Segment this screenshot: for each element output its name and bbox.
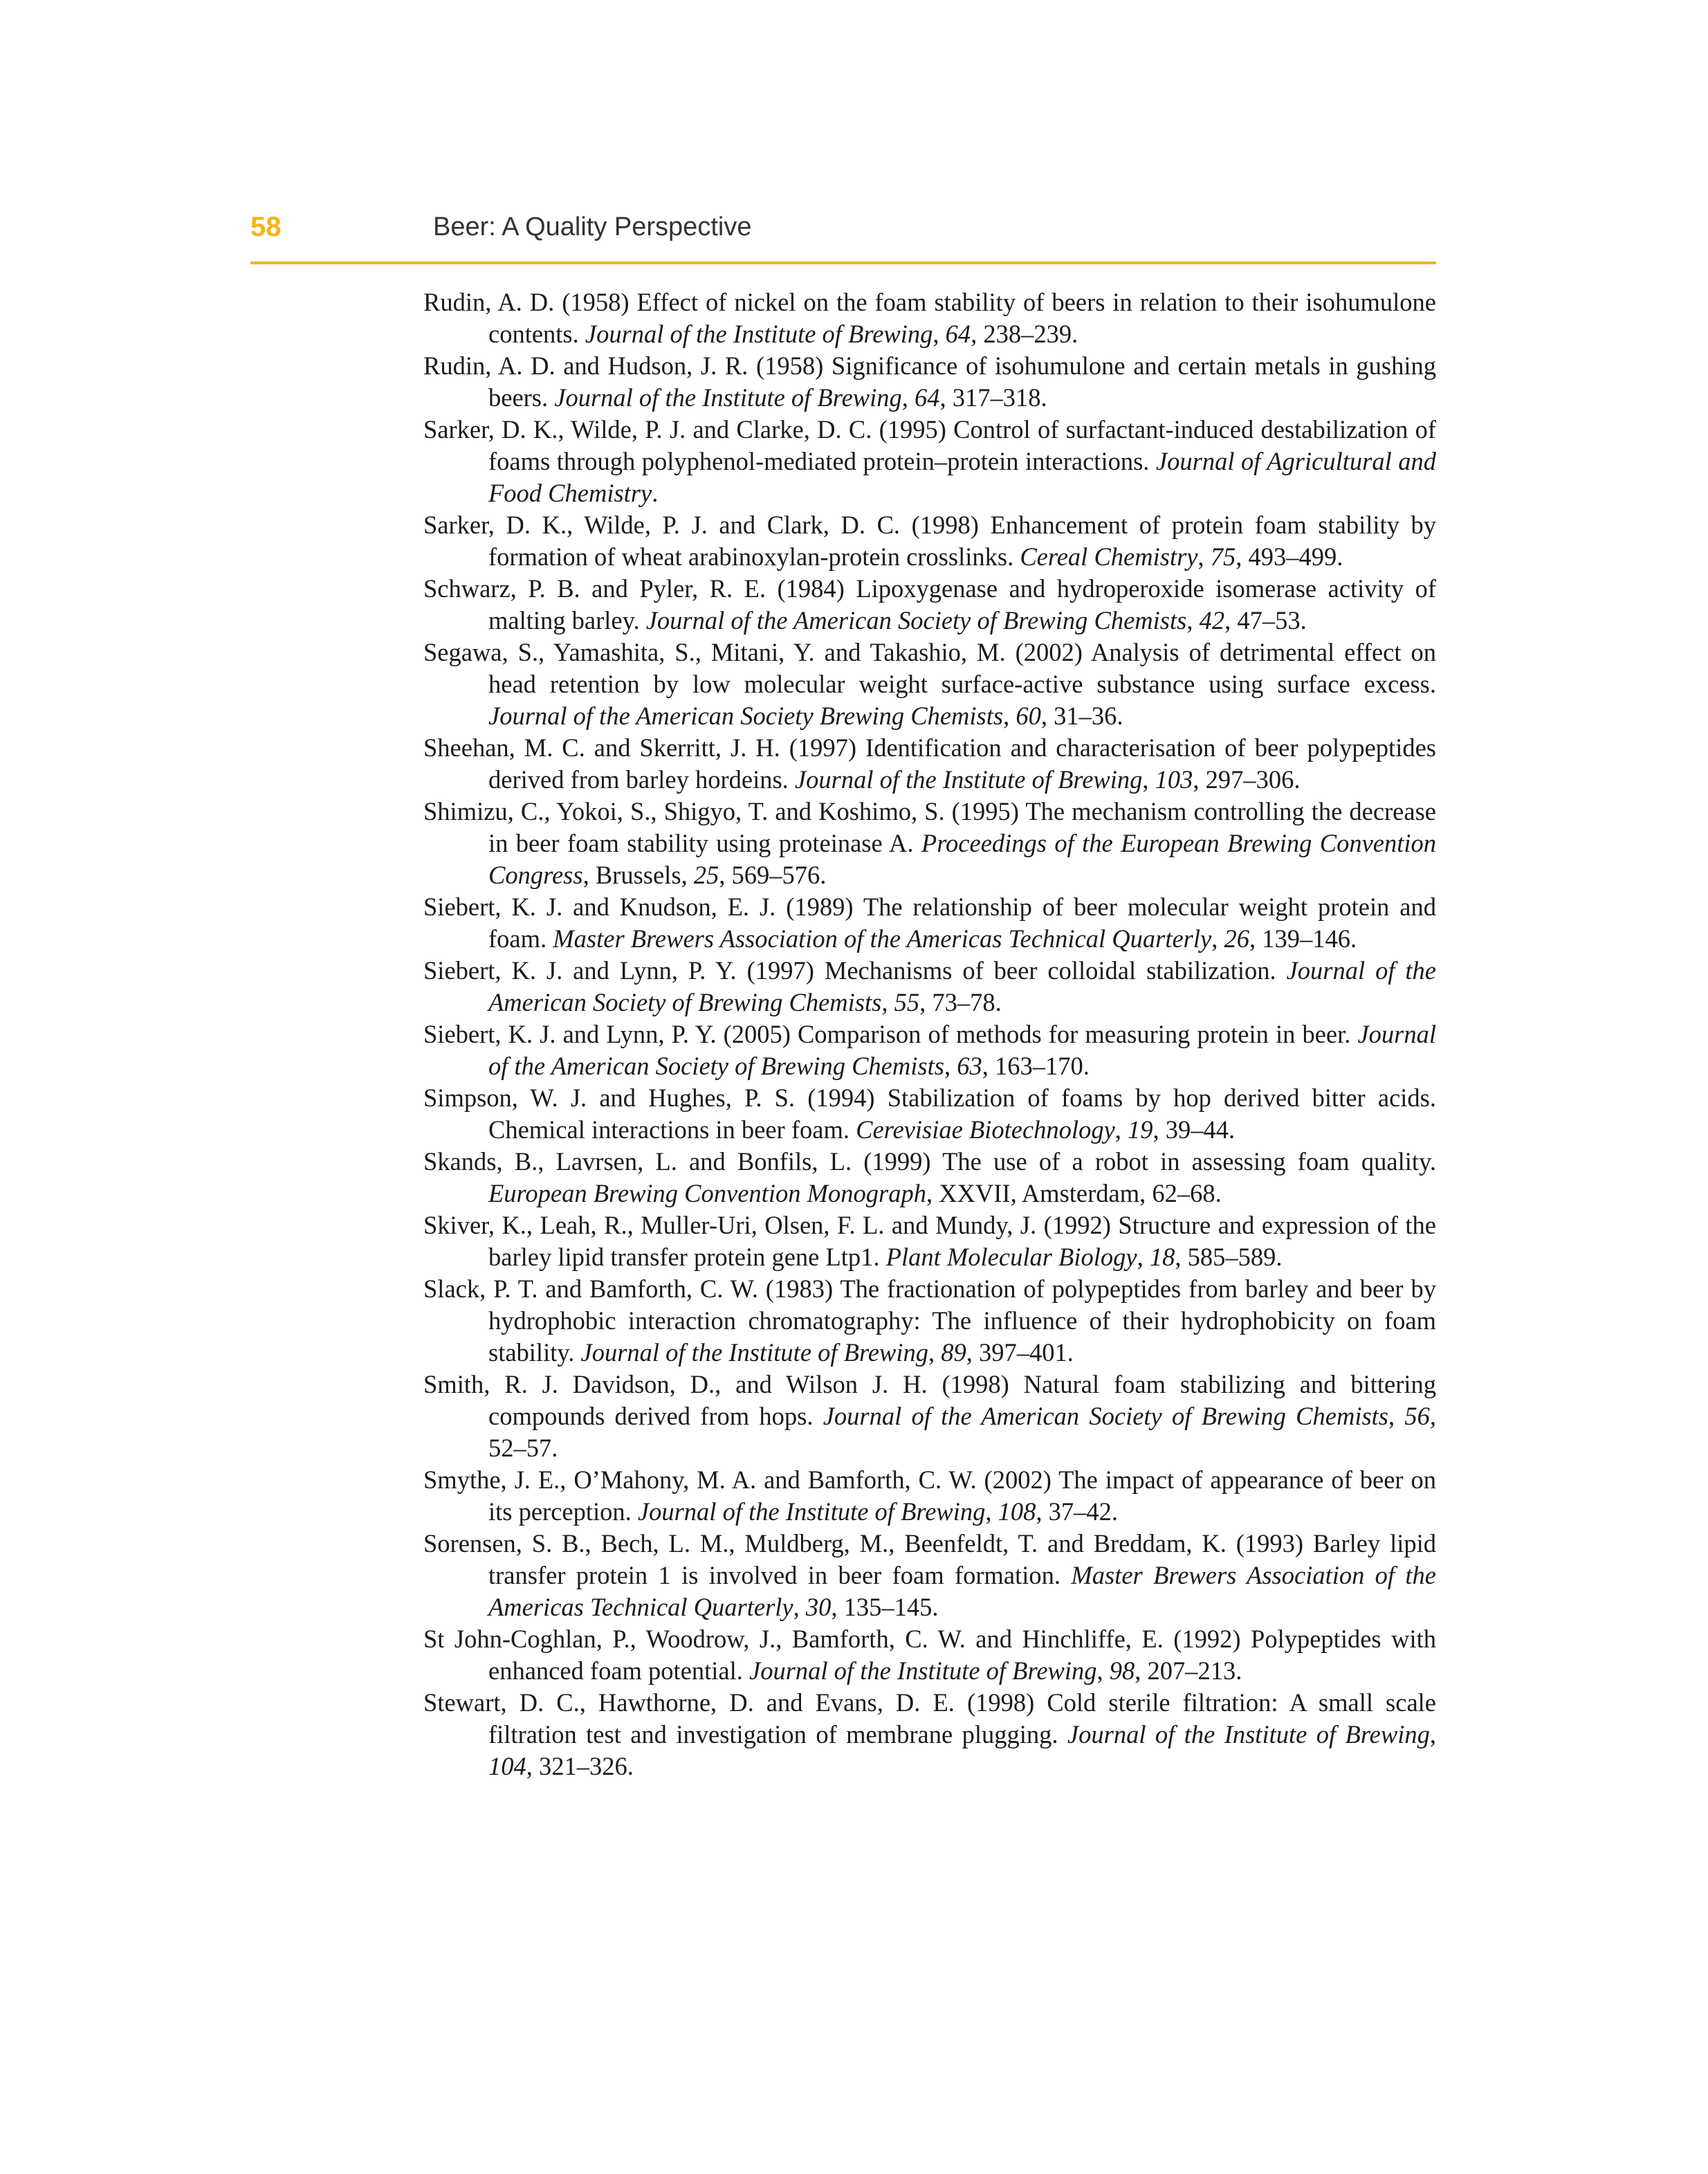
reference-text: , [1096,1656,1110,1685]
reference-text: Siebert, K. J. and Lynn, P. Y. (2005) Comparison of methods for measuring protein in beer. [423,1020,1358,1048]
reference-text: , 39–44. [1153,1115,1236,1144]
reference-text: , [1142,765,1155,794]
reference-entry [423,637,1436,732]
reference-entry [423,891,1436,955]
reference-italic-text: Journal of the Institute of Brewing [794,765,1143,794]
reference-text: , Brussels, [582,861,694,889]
reference-text: , 52–57. [488,1402,1436,1462]
reference-text: Siebert, K. J. and Knudson, E. J. (1989) The relationship of beer molecular weight protein and foam. [423,893,1436,953]
reference-entry [423,1687,1436,1782]
book-title: Beer: A Quality Perspective [433,212,752,241]
reference-text: , [933,320,946,348]
reference-text: , 31–36. [1040,702,1123,730]
reference-entry [423,1082,1436,1146]
reference-italic-text: 26 [1224,924,1249,953]
reference-text: Sarker, D. K., Wilde, P. J. and Clark, D. C. (1998) Enhancement of protein foam stability by formation of wheat arabinoxylan-protein crosslinks. [423,511,1436,571]
reference-text: . [652,479,659,507]
reference-entry [423,796,1436,891]
reference-italic-text: Master Brewers Association of the Americas Technical Quarterly [488,1561,1436,1621]
reference-entry [423,1209,1436,1273]
reference-italic-text: Journal of the American Society of Brewing Chemists [823,1402,1389,1430]
reference-italic-text: 98 [1109,1656,1135,1685]
reference-text: Smith, R. J. Davidson, D., and Wilson J. H. (1998) Natural foam stabilizing and bittering compounds derived from hops. [423,1370,1436,1430]
reference-italic-text: Journal of the Institute of Brewing [554,383,902,412]
reference-italic-text: Plant Molecular Biology [885,1243,1137,1271]
reference-italic-text: 60 [1016,702,1041,730]
reference-text: , [1003,702,1016,730]
reference-text: St John-Coghlan, P., Woodrow, J., Bamforth, C. W. and Hinchliffe, E. (1992) Polypeptides with enhanced foam potential. [423,1625,1436,1685]
reference-text: Segawa, S., Yamashita, S., Mitani, Y. and Takashio, M. (2002) Analysis of detrimental effect on head retention by low molecular weight surface-active substance using surface excess. [423,638,1436,698]
reference-text: Shimizu, C., Yokoi, S., Shigyo, T. and Koshimo, S. (1995) The mechanism controlling the decrease in beer foam stability using proteinase A. [423,797,1436,857]
reference-italic-text: 63 [957,1052,982,1080]
reference-text: Simpson, W. J. and Hughes, P. S. (1994) Stabilization of foams by hop derived bitter acids. Chemical interactions in beer foam. [423,1084,1436,1144]
reference-italic-text: 64 [945,320,971,348]
reference-italic-text: 30 [805,1593,832,1621]
reference-text: , 397–401. [966,1338,1074,1367]
reference-text: , 569–576. [719,861,827,889]
reference-entry [423,573,1436,637]
reference-italic-text: 56 [1404,1402,1430,1430]
reference-text: , [1137,1243,1150,1271]
reference-text: , [1197,542,1211,571]
reference-text: , [985,1497,998,1526]
reference-text: , [1211,924,1224,953]
reference-entry [423,732,1436,796]
reference-text: Siebert, K. J. and Lynn, P. Y. (1997) Mechanisms of beer colloidal stabilization. [423,956,1287,985]
reference-italic-text: 108 [998,1497,1036,1526]
reference-text: , [1429,1720,1436,1748]
reference-text: Stewart, D. C., Hawthorne, D. and Evans, D. E. (1998) Cold sterile filtration: A small scale filtration test and investigation of membrane plugging. [423,1688,1436,1748]
reference-italic-text: Proceedings of the European Brewing Convention Congress [488,829,1437,889]
reference-text: Skiver, K., Leah, R., Muller-Uri, Olsen, F. L. and Mundy, J. (1992) Structure and expression of the barley lipid transfer protein gene Ltp1. [423,1211,1436,1271]
reference-italic-text: 55 [894,988,920,1016]
reference-entry [423,509,1436,573]
reference-italic-text: Cerevisiae Biotechnology [856,1115,1115,1144]
reference-italic-text: Journal of the American Society of Brewing Chemists [488,956,1437,1016]
reference-text: Sheehan, M. C. and Skerritt, J. H. (1997) Identification and characterisation of beer polypeptides derived from barley hordeins. [423,733,1436,794]
reference-entry [423,350,1436,414]
reference-text: , 207–213. [1135,1656,1242,1685]
reference-italic-text: 75 [1210,542,1236,571]
reference-text: Schwarz, P. B. and Pyler, R. E. (1984) Lipoxygenase and hydroperoxide isomerase activity of malting barley. [423,574,1436,634]
reference-text: , [901,383,915,412]
reference-list [423,286,1436,1782]
reference-italic-text: 42 [1199,606,1225,634]
reference-italic-text: Journal of the Institute of Brewing [585,320,933,348]
reference-entry [423,414,1436,509]
reference-text: , 321–326. [526,1752,634,1780]
reference-entry [423,1273,1436,1369]
reference-italic-text: 19 [1128,1115,1153,1144]
reference-text: , 585–589. [1175,1243,1283,1271]
reference-text: , 73–78. [919,988,1002,1016]
reference-italic-text: Journal of the Institute of Brewing [1067,1720,1430,1748]
reference-italic-text: Journal of the American Society of Brewing Chemists [645,606,1187,634]
reference-italic-text: Master Brewers Association of the Americas Technical Quarterly [553,924,1212,953]
reference-text: , 37–42. [1036,1497,1119,1526]
reference-entry [423,1528,1436,1623]
reference-text: Rudin, A. D. (1958) Effect of nickel on the foam stability of beers in relation to their isohumulone contents. [423,288,1436,348]
reference-text: Sarker, D. K., Wilde, P. J. and Clarke, D. C. (1995) Control of surfactant-induced destabilization of foams through polyphenol-mediated protein–protein interactions. [423,415,1436,475]
reference-italic-text: Cereal Chemistry [1020,542,1198,571]
reference-entry [423,1369,1436,1464]
reference-italic-text: 103 [1155,765,1193,794]
reference-italic-text: Journal of the Institute of Brewing [580,1338,928,1367]
reference-italic-text: 25 [693,861,719,889]
reference-italic-text: Journal of the American Society Brewing Chemists [488,702,1004,730]
reference-italic-text: Journal of the Institute of Brewing [637,1497,986,1526]
reference-text: Sorensen, S. B., Bech, L. M., Muldberg, M., Beenfeldt, T. and Breddam, K. (1993) Barley lipid transfer protein 1 is involved in beer foam formation. [423,1529,1436,1589]
reference-entry [423,1464,1436,1528]
reference-text: Slack, P. T. and Bamforth, C. W. (1983) The fractionation of polypeptides from barley and beer by hydrophobic interaction chromatography: The influence of their hydrophobicity on foam stability. [423,1275,1436,1367]
reference-text: , 238–239. [971,320,1078,348]
reference-entry [423,955,1436,1019]
reference-text: , 493–499. [1236,542,1343,571]
reference-text: Smythe, J. E., O’Mahony, M. A. and Bamforth, C. W. (2002) The impact of appearance of beer on its perception. [423,1465,1436,1526]
reference-text: , [1388,1402,1405,1430]
reference-text: , 47–53. [1224,606,1307,634]
page-number: 58 [250,212,282,242]
reference-text: , [881,988,894,1016]
reference-entry [423,1623,1436,1687]
reference-italic-text: 89 [941,1338,966,1367]
reference-text: , [1114,1115,1128,1144]
reference-italic-text: European Brewing Convention Monograph [488,1179,926,1207]
reference-entry [423,1146,1436,1209]
reference-entry [423,286,1436,350]
reference-text: Skands, B., Lavrsen, L. and Bonfils, L. (1999) The use of a robot in assessing foam quality. [423,1147,1436,1176]
reference-italic-text: 18 [1149,1243,1175,1271]
reference-text: , [793,1593,806,1621]
reference-text: , [944,1052,957,1080]
reference-text: , XXVII, Amsterdam, 62–68. [926,1179,1222,1207]
reference-text: Rudin, A. D. and Hudson, J. R. (1958) Significance of isohumulone and certain metals in gushing beers. [423,351,1436,412]
reference-italic-text: Journal of Agricultural and Food Chemistry [488,447,1436,507]
reference-entry [423,1019,1436,1082]
reference-italic-text: Journal of the Institute of Brewing [749,1656,1097,1685]
reference-text: , 135–145. [831,1593,939,1621]
reference-italic-text: 64 [915,383,940,412]
running-header [250,205,1436,264]
reference-text: , 317–318. [939,383,1047,412]
reference-text: , [928,1338,942,1367]
reference-text: , 163–170. [982,1052,1090,1080]
reference-italic-text: Journal of the American Society of Brewing Chemists [488,1020,1436,1080]
reference-text: , [1186,606,1200,634]
reference-text: , 139–146. [1249,924,1357,953]
reference-text: , 297–306. [1193,765,1301,794]
reference-italic-text: 104 [488,1752,526,1780]
